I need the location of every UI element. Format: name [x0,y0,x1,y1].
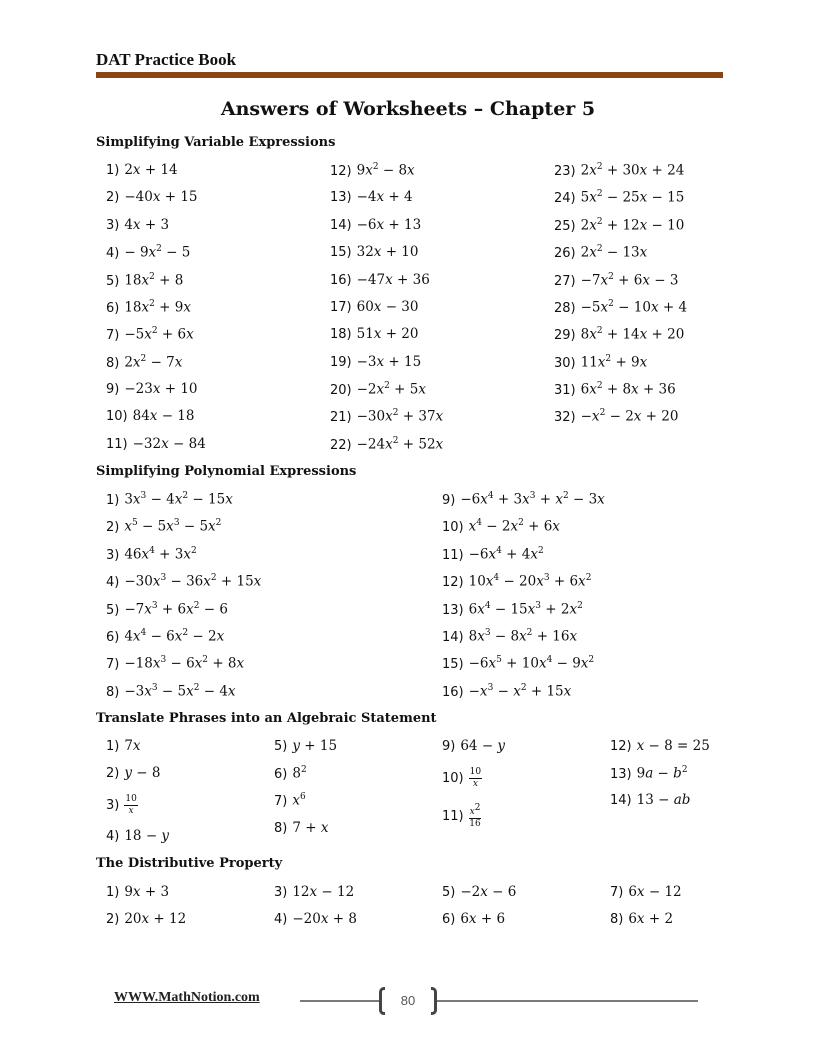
answer-item [554,244,647,261]
answer-item [106,272,183,289]
answer-item [274,738,337,754]
page-title: Answers of Worksheets – Chapter 5 [220,98,596,120]
answer-expression: −2𝑥 − 6 [460,884,517,900]
answer-item [106,884,169,900]
answer-expression: 9𝑎 − 𝑏$^2$ [636,765,688,782]
answer-item [330,189,413,205]
answer-item [106,518,221,535]
answer-expression: 4𝑥 + 3 [124,217,170,233]
answer-item [442,655,594,672]
answer-number: 16) [442,684,464,700]
answer-number: 4) [106,245,120,261]
answer-item [274,911,357,927]
answer-expression: 𝑥$^6$ [292,792,306,809]
answer-item [106,911,186,927]
answer-expression: 46𝑥$^4$ + 3𝑥$^2$ [124,546,197,563]
answer-item [106,436,206,452]
section-title-polynomial-expressions: Simplifying Polynomial Expressions [96,464,357,479]
answer-number: 12) [330,163,352,179]
answer-number: 11) [442,809,464,824]
answer-expression: −3𝑥$^3$ − 5𝑥$^2$ − 4𝑥 [124,683,236,700]
answer-number: 1) [106,739,120,754]
answer-number: 14) [610,793,632,808]
answer-item [442,491,605,508]
answer-item [106,299,191,316]
answer-number: 2) [106,519,120,535]
answer-item [610,884,682,900]
answer-item [330,354,421,370]
answer-number: 27) [554,273,576,289]
answer-number: 5) [106,602,120,618]
answer-expression: 12𝑥 − 12 [292,884,355,900]
answer-item [274,765,307,782]
answer-item [554,381,676,398]
answer-number: 6) [106,629,120,645]
answer-number: 1) [106,492,120,508]
page-number: 80 [400,993,416,1008]
answer-number: 4) [106,574,120,590]
answer-item [610,792,690,808]
answer-number: 30) [554,355,576,371]
answer-expression: −30𝑥$^3$ − 36𝑥$^2$ + 15𝑥 [124,573,262,590]
answer-number: 7) [106,656,120,672]
answer-item [554,162,684,179]
answer-number: 8) [106,355,120,371]
answer-item [106,408,195,424]
answer-item [442,573,591,590]
answer-expression: −40𝑥 + 15 [124,189,198,205]
section-title-variable-expressions: Simplifying Variable Expressions [96,135,336,150]
answer-number: 15) [330,245,352,260]
answer-expression: −18𝑥$^3$ − 6𝑥$^2$ + 8𝑥 [124,655,245,672]
answer-item [554,272,678,289]
answer-expression: $\frac{10}{\text{𝑥}}$ [125,794,137,816]
answer-number: 8) [610,912,624,927]
answer-expression: 7 + 𝑥 [292,820,329,836]
answer-item [610,765,688,782]
answer-item [554,408,678,425]
answer-expression: 6𝑥 + 6 [460,911,506,927]
footer-url[interactable]: WWW.MathNotion.com [114,990,260,1005]
answer-expression: −23𝑥 + 10 [124,381,198,397]
answer-number: 10) [442,771,464,786]
answer-item [442,884,516,900]
answer-number: 5) [274,739,288,754]
answer-item [330,272,430,288]
answer-item [610,911,673,927]
answer-number: 7) [610,885,624,900]
answer-expression: 6𝑥 + 2 [628,911,674,927]
answer-number: 24) [554,190,576,206]
answer-item [106,601,228,618]
answer-item [442,628,577,645]
answer-item [610,738,710,754]
answer-item [442,768,482,789]
answer-expression: 3𝑥$^3$ − 4𝑥$^2$ − 15𝑥 [124,491,233,508]
answer-item [106,189,198,205]
answer-expression: −24𝑥$^2$ + 52𝑥 [356,436,444,453]
answer-item [442,911,505,927]
answer-item [106,354,182,371]
answer-number: 3) [106,547,120,563]
answer-item [330,436,443,453]
answer-expression: 20𝑥 + 12 [124,911,187,927]
answer-expression: 18𝑥$^2$ + 8 [124,272,184,289]
answer-number: 17) [330,300,352,315]
answer-number: 31) [554,382,576,398]
answer-number: 3) [106,218,120,233]
answer-expression: 2𝑥$^2$ + 30𝑥 + 24 [580,162,685,179]
answer-expression: $\frac{10}{\text{𝑥}}$ [469,767,482,789]
answer-item [106,795,138,816]
answer-number: 3) [274,885,288,900]
answer-expression: 8𝑥$^3$ − 8𝑥$^2$ + 16𝑥 [468,628,578,645]
answer-number: 8) [106,684,120,700]
answer-expression: 10𝑥$^4$ − 20𝑥$^3$ + 6𝑥$^2$ [468,573,592,590]
answer-number: 4) [274,912,288,927]
answer-item [274,820,328,836]
answer-expression: −𝑥$^2$ − 2𝑥 + 20 [580,408,679,425]
answer-expression: 4𝑥$^4$ − 6𝑥$^2$ − 2𝑥 [124,628,225,645]
answer-expression: − 9𝑥$^2$ − 5 [124,244,191,261]
answer-expression: 𝑥 − 8 = 25 [636,738,710,754]
answer-expression: −30𝑥$^2$ + 37𝑥 [356,408,444,425]
answer-number: 11) [442,547,464,563]
answer-number: 12) [610,739,632,754]
answer-item [442,518,560,535]
answer-number: 6) [442,912,456,927]
answer-item [106,573,261,590]
answer-expression: −47𝑥 + 36 [356,272,430,288]
answer-item [330,162,415,179]
answer-number: 10) [442,519,464,535]
answer-expression: 84𝑥 − 18 [132,408,195,424]
answer-item [106,217,169,233]
answer-number: 32) [554,409,576,425]
answer-expression: −32𝑥 − 84 [132,436,206,452]
footer-line-left [300,1000,379,1002]
header-rule [96,72,723,78]
answer-expression: −6𝑥$^4$ + 4𝑥$^2$ [468,546,544,563]
answer-item [274,884,354,900]
answer-number: 28) [554,300,576,316]
answer-number: 26) [554,245,576,261]
answer-expression: 2𝑥 + 14 [124,162,178,178]
answer-expression: 32𝑥 + 10 [356,244,419,260]
answer-expression: 60𝑥 − 30 [356,299,419,315]
answer-item [106,546,197,563]
answer-expression: 8𝑥$^2$ + 14𝑥 + 20 [580,326,685,343]
answer-expression: 6𝑥 − 12 [628,884,682,900]
answer-expression: −20𝑥 + 8 [292,911,357,927]
answer-item [274,792,306,809]
answer-number: 20) [330,382,352,398]
book-title: DAT Practice Book [96,50,237,69]
answer-number: 12) [442,574,464,590]
answer-item [554,189,684,206]
answer-item [106,326,194,343]
footer-line-right [437,1000,698,1002]
answer-expression: 9𝑥$^2$ − 8𝑥 [356,162,415,179]
answer-number: 1) [106,885,120,900]
section-title-distributive-property: The Distributive Property [96,856,283,871]
page-number-box [379,987,437,1015]
answer-item [330,326,419,342]
answer-item [330,299,419,315]
answer-number: 5) [442,885,456,900]
answer-number: 16) [330,273,352,288]
answer-item [330,408,443,425]
answer-expression: −5𝑥$^2$ − 10𝑥 + 4 [580,299,688,316]
answer-number: 7) [274,793,288,809]
answer-number: 6) [106,300,120,316]
answer-expression: 2𝑥$^2$ − 13𝑥 [580,244,648,261]
answer-number: 9) [442,739,456,754]
answer-expression: 13 − 𝑎𝑏 [636,792,691,808]
answer-number: 6) [274,766,288,782]
answer-item [106,491,233,508]
answer-number: 23) [554,163,576,179]
answer-number: 5) [106,273,120,289]
answer-expression: −6𝑥$^5$ + 10𝑥$^4$ − 9𝑥$^2$ [468,655,595,672]
answer-item [442,804,481,829]
answer-item [554,217,684,234]
answer-item [106,628,224,645]
answer-expression: 𝑥$^5$ − 5𝑥$^3$ − 5𝑥$^2$ [124,518,222,535]
answer-expression: −7𝑥$^3$ + 6𝑥$^2$ − 6 [124,601,228,618]
answer-item [106,162,178,178]
answer-expression: −𝑥$^3$ − 𝑥$^2$ + 15𝑥 [468,683,572,700]
answer-expression: 51𝑥 + 20 [356,326,419,342]
answer-expression: −6𝑥 + 13 [356,217,422,233]
answer-expression: 2𝑥$^2$ + 12𝑥 − 10 [580,217,685,234]
answer-expression: 18𝑥$^2$ + 9𝑥 [124,299,191,316]
answer-number: 15) [442,656,464,672]
answer-number: 18) [330,327,352,342]
answer-item [442,683,571,700]
answer-expression: −5𝑥$^2$ + 6𝑥 [124,326,194,343]
answer-expression: 𝑦 − 8 [124,765,161,781]
answer-number: 22) [330,437,352,453]
answer-expression: 6𝑥$^4$ − 15𝑥$^3$ + 2𝑥$^2$ [468,601,583,618]
answer-item [554,326,684,343]
answer-number: 25) [554,218,576,234]
answer-item [106,683,236,700]
answer-expression: 7𝑥 [124,738,141,754]
answer-expression: 64 − 𝑦 [460,738,506,754]
answer-number: 8) [274,821,288,836]
answer-number: 29) [554,327,576,343]
answer-expression: 18 − 𝑦 [124,828,170,844]
answer-number: 13) [442,602,464,618]
answer-expression: −2𝑥$^2$ + 5𝑥 [356,381,426,398]
answer-number: 14) [330,218,352,233]
answer-number: 2) [106,912,120,927]
answer-number: 4) [106,829,120,844]
answer-item [106,738,141,754]
answer-item [106,381,198,397]
answer-number: 21) [330,409,352,425]
answer-expression: 𝑦 + 15 [292,738,338,754]
answer-expression: 2𝑥$^2$ − 7𝑥 [124,354,183,371]
answer-expression: 5𝑥$^2$ − 25𝑥 − 15 [580,189,685,206]
answer-number: 9) [442,492,456,508]
section-title-translate-phrases: Translate Phrases into an Algebraic Statement [96,711,437,726]
answer-item [442,601,583,618]
answer-item [442,738,505,754]
answer-item [330,381,426,398]
answer-item [554,354,647,371]
answer-number: 13) [610,766,632,782]
answer-item [106,244,190,261]
answer-number: 1) [106,163,120,178]
answer-number: 13) [330,190,352,205]
answer-number: 7) [106,327,120,343]
answer-expression: −7𝑥$^2$ + 6𝑥 − 3 [580,272,679,289]
answer-item [106,655,244,672]
answer-number: 10) [106,409,128,424]
answer-expression: 6𝑥$^2$ + 8𝑥 + 36 [580,381,676,398]
answer-expression: $\frac{𝑥^2}{16}$ [469,803,481,829]
answer-number: 11) [106,437,128,452]
answer-number: 19) [330,355,352,370]
answer-expression: −6𝑥$^4$ + 3𝑥$^3$ + 𝑥$^2$ − 3𝑥 [460,491,605,508]
answer-expression: −3𝑥 + 15 [356,354,422,370]
answer-item [330,217,421,233]
answer-item [442,546,544,563]
answer-expression: −4𝑥 + 4 [356,189,413,205]
answer-number: 3) [106,798,120,813]
answer-number: 14) [442,629,464,645]
answer-expression: $8^2$ [292,765,307,782]
answer-number: 2) [106,190,120,205]
answer-expression: 𝑥$^4$ − 2𝑥$^2$ + 6𝑥 [468,518,560,535]
answer-expression: 11𝑥$^2$ + 9𝑥 [580,354,648,371]
answer-item [106,765,160,781]
answer-item [106,828,169,844]
answer-expression: 9𝑥 + 3 [124,884,170,900]
answer-item [330,244,419,260]
answer-number: 2) [106,766,120,781]
answer-item [554,299,687,316]
answer-number: 9) [106,382,120,397]
